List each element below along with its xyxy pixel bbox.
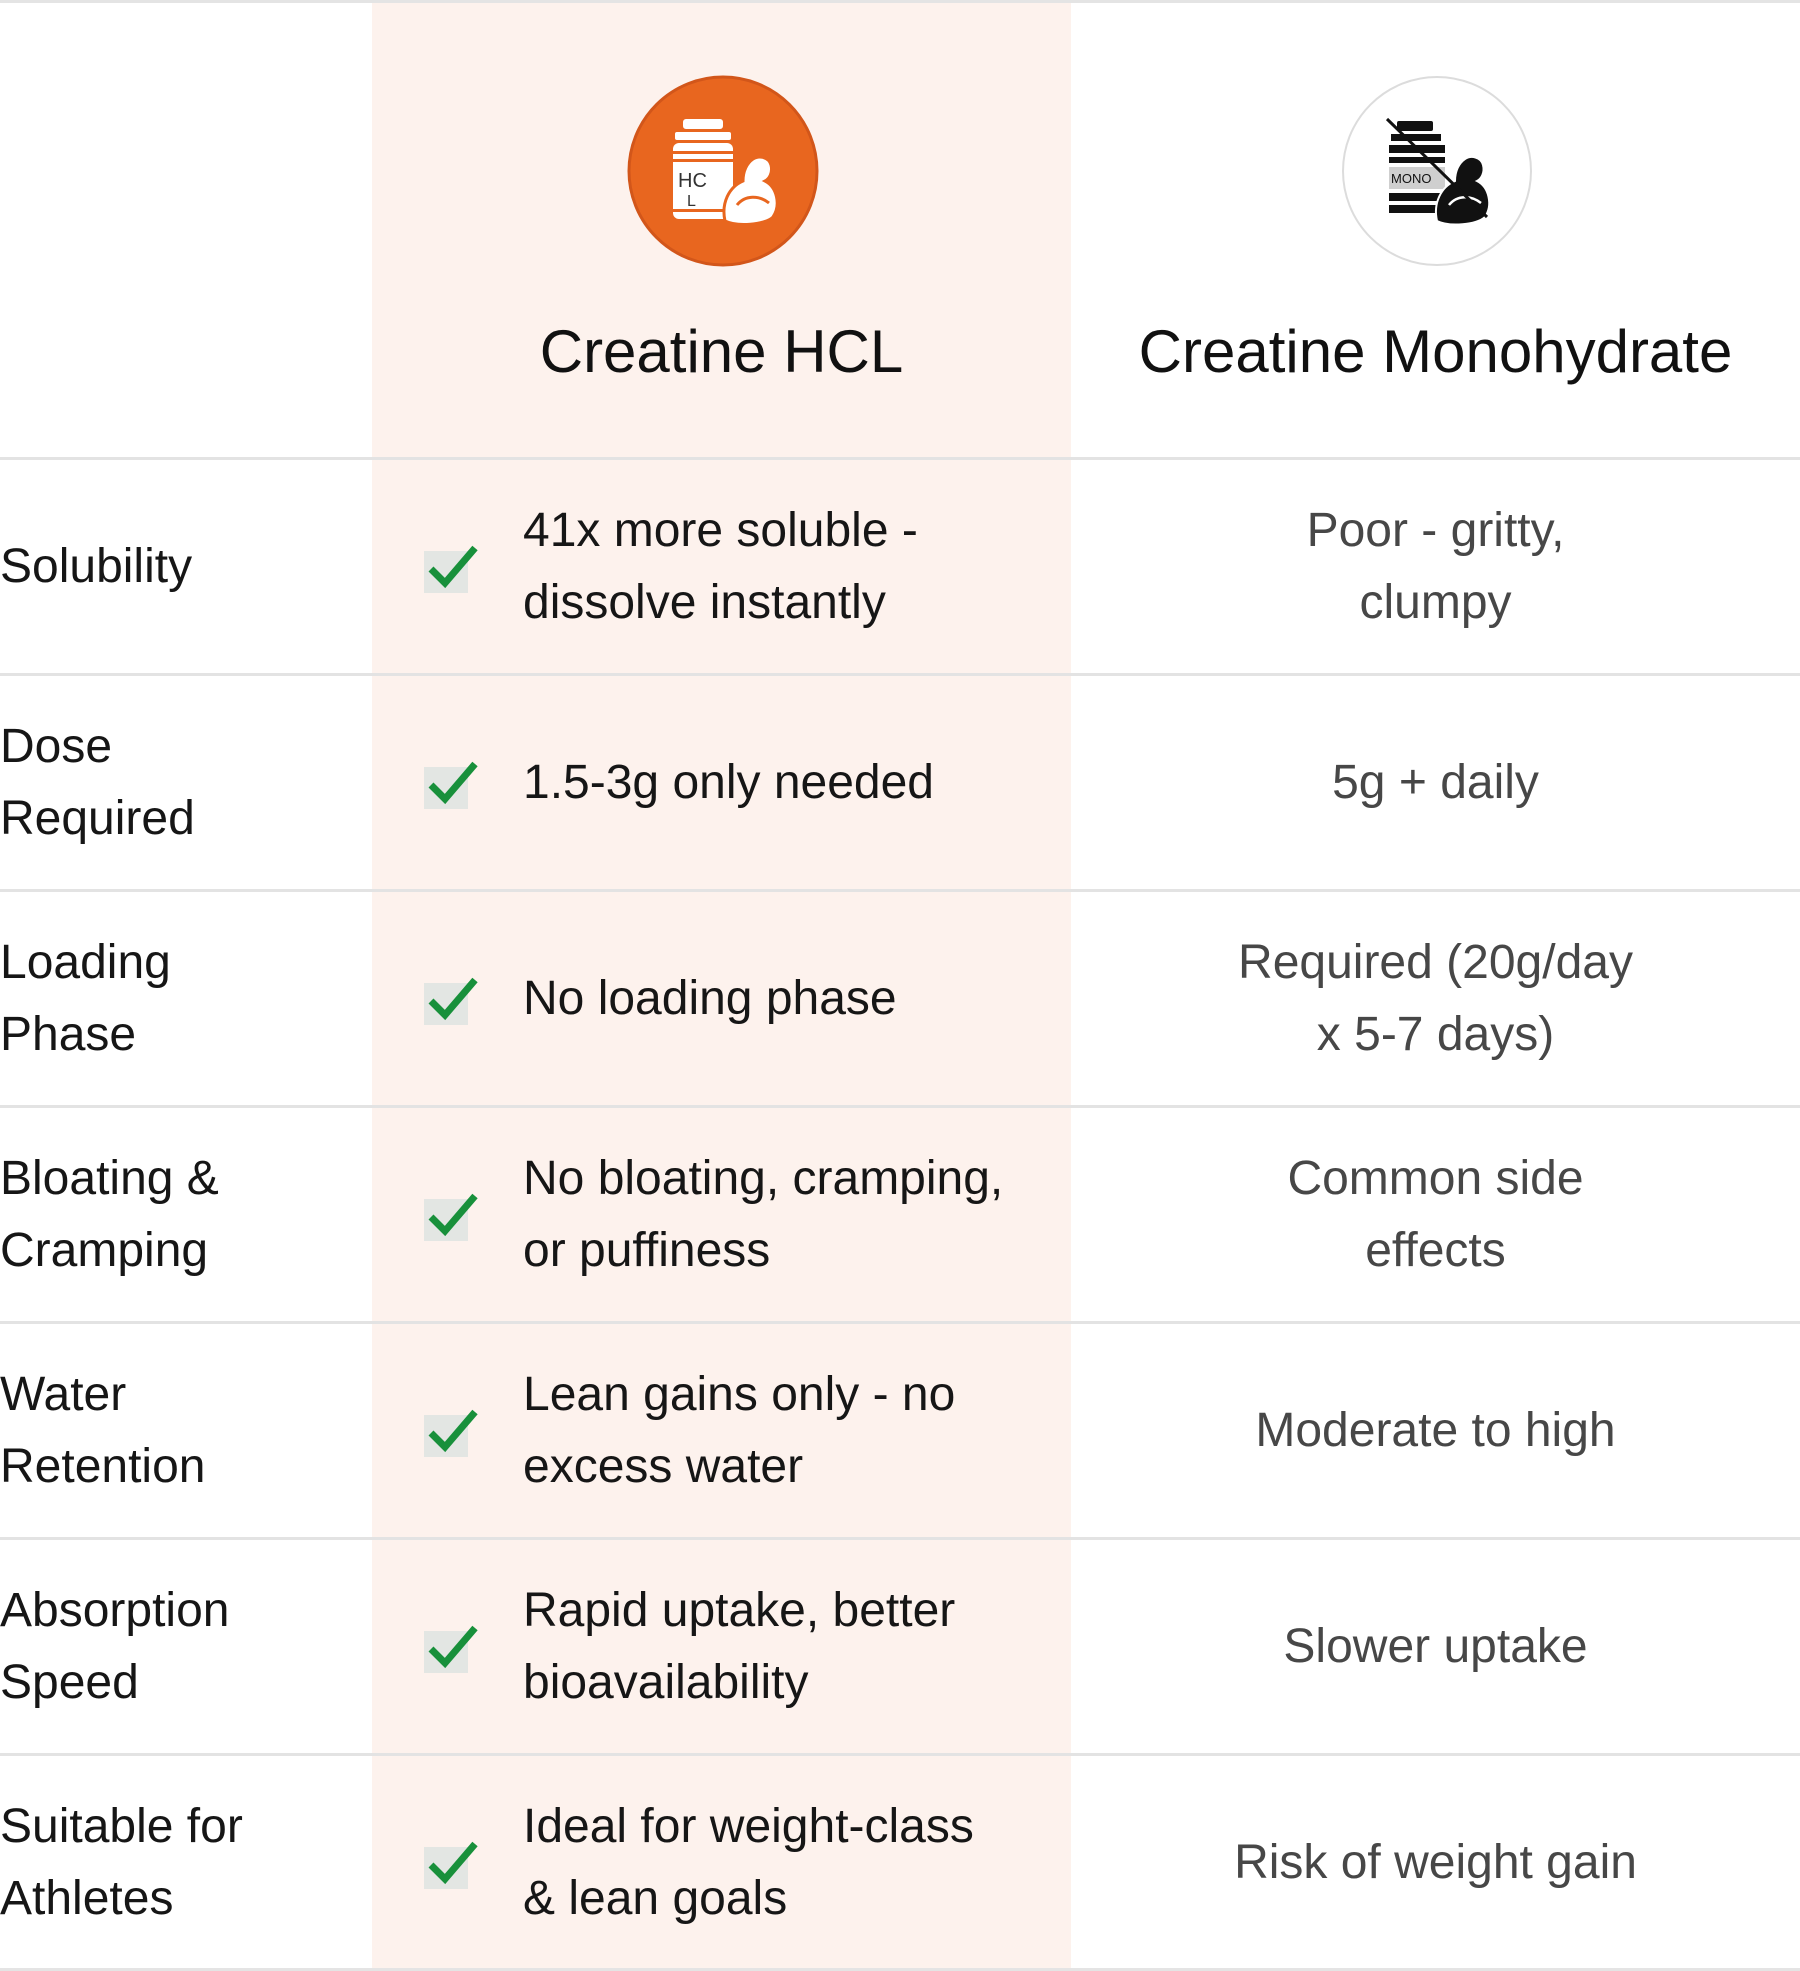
hcl-value: Ideal for weight-class & lean goals (523, 1799, 974, 1925)
hcl-value: Rapid uptake, better bioavailability (523, 1583, 956, 1709)
comparison-row (0, 1753, 1800, 1969)
check-icon (424, 1619, 480, 1675)
check-icon (424, 971, 480, 1027)
hcl-value: Lean gains only - no excess water (523, 1367, 956, 1493)
hcl-value: 1.5-3g only needed (523, 755, 934, 809)
row-label: Dose Required (0, 719, 195, 845)
hcl-title: Creatine HCL (539, 318, 904, 385)
hcl-value: No bloating, cramping, or puffiness (523, 1151, 1004, 1277)
mono-value: 5g + daily (1332, 755, 1539, 809)
mono-value: Slower uptake (1283, 1619, 1588, 1673)
check-icon (424, 1835, 480, 1891)
check-icon (424, 1403, 480, 1459)
mono-value: Required (20g/day x 5-7 days) (1238, 935, 1633, 1061)
comparison-row (0, 1105, 1800, 1321)
check-icon (424, 539, 480, 595)
mono-title: Creatine Monohydrate (1138, 318, 1733, 385)
creatine-hcl-icon (627, 75, 819, 267)
comparison-row (0, 889, 1800, 1105)
comparison-row (0, 457, 1800, 673)
row-label: Solubility (0, 539, 193, 593)
header-row (0, 3, 1800, 457)
mono-value: Moderate to high (1255, 1403, 1616, 1457)
row-label: Suitable for Athletes (0, 1799, 243, 1925)
hcl-value: No loading phase (523, 971, 897, 1025)
row-label: Water Retention (0, 1367, 206, 1493)
comparison-row (0, 673, 1800, 889)
hcl-value: 41x more soluble - dissolve instantly (523, 503, 918, 629)
creatine-monohydrate-icon (1341, 75, 1533, 267)
row-label: Loading Phase (0, 935, 171, 1061)
comparison-row (0, 1321, 1800, 1537)
mono-value: Poor - gritty, clumpy (1306, 503, 1565, 629)
check-icon (424, 1187, 480, 1243)
mono-value: Risk of weight gain (1234, 1835, 1637, 1889)
mono-value: Common side effects (1287, 1151, 1584, 1277)
row-label: Absorption Speed (0, 1583, 230, 1709)
icon-label: MONO (1391, 171, 1432, 186)
icon-label: L (687, 193, 696, 210)
comparison-row (0, 1537, 1800, 1753)
icon-label: HC (678, 170, 707, 192)
check-icon (424, 755, 480, 811)
row-label: Bloating & Cramping (0, 1151, 219, 1277)
